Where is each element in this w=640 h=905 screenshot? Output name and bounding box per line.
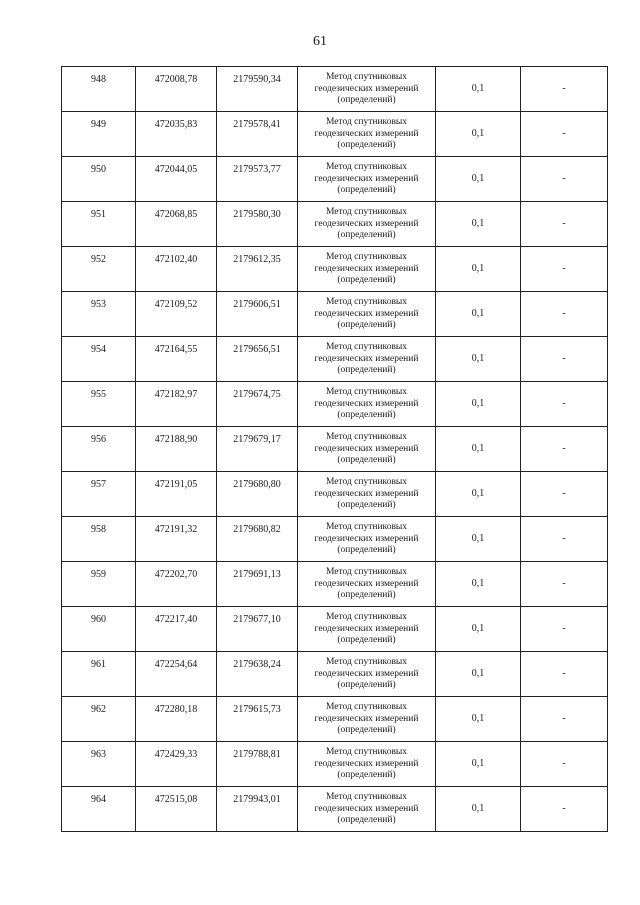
table-row bbox=[62, 472, 608, 517]
table-row bbox=[62, 652, 608, 697]
point-number-cell: 951 bbox=[62, 202, 136, 247]
accuracy-cell: 0,1 bbox=[436, 472, 521, 517]
x-coordinate-cell: 472188,90 bbox=[136, 427, 217, 472]
accuracy-cell: 0,1 bbox=[436, 67, 521, 112]
x-coordinate-cell: 472217,40 bbox=[136, 607, 217, 652]
description-cell: - bbox=[521, 112, 608, 157]
point-number-cell: 963 bbox=[62, 742, 136, 787]
method-cell: Метод спутниковых геодезических измерений (определений) bbox=[298, 202, 436, 247]
method-cell: Метод спутниковых геодезических измерений (определений) bbox=[298, 562, 436, 607]
y-coordinate-cell: 2179677,10 bbox=[217, 607, 298, 652]
point-number-cell: 960 bbox=[62, 607, 136, 652]
point-number-cell: 952 bbox=[62, 247, 136, 292]
point-number-cell: 955 bbox=[62, 382, 136, 427]
accuracy-cell: 0,1 bbox=[436, 562, 521, 607]
y-coordinate-cell: 2179615,73 bbox=[217, 697, 298, 742]
page-number: 61 bbox=[313, 34, 327, 49]
y-coordinate-cell: 2179638,24 bbox=[217, 652, 298, 697]
x-coordinate-cell: 472008,78 bbox=[136, 67, 217, 112]
description-cell: - bbox=[521, 472, 608, 517]
method-cell: Метод спутниковых геодезических измерений (определений) bbox=[298, 787, 436, 832]
point-number-cell: 964 bbox=[62, 787, 136, 832]
description-cell: - bbox=[521, 787, 608, 832]
x-coordinate-cell: 472044,05 bbox=[136, 157, 217, 202]
x-coordinate-cell: 472254,64 bbox=[136, 652, 217, 697]
accuracy-cell: 0,1 bbox=[436, 292, 521, 337]
x-coordinate-cell: 472109,52 bbox=[136, 292, 217, 337]
description-cell: - bbox=[521, 652, 608, 697]
table-row bbox=[62, 157, 608, 202]
x-coordinate-cell: 472515,08 bbox=[136, 787, 217, 832]
x-coordinate-cell: 472068,85 bbox=[136, 202, 217, 247]
description-cell: - bbox=[521, 427, 608, 472]
y-coordinate-cell: 2179656,51 bbox=[217, 337, 298, 382]
method-cell: Метод спутниковых геодезических измерений (определений) bbox=[298, 697, 436, 742]
table-row bbox=[62, 562, 608, 607]
y-coordinate-cell: 2179680,82 bbox=[217, 517, 298, 562]
point-number-cell: 956 bbox=[62, 427, 136, 472]
method-cell: Метод спутниковых геодезических измерений (определений) bbox=[298, 472, 436, 517]
accuracy-cell: 0,1 bbox=[436, 382, 521, 427]
method-cell: Метод спутниковых геодезических измерений (определений) bbox=[298, 157, 436, 202]
y-coordinate-cell: 2179580,30 bbox=[217, 202, 298, 247]
description-cell: - bbox=[521, 607, 608, 652]
point-number-cell: 953 bbox=[62, 292, 136, 337]
x-coordinate-cell: 472191,05 bbox=[136, 472, 217, 517]
description-cell: - bbox=[521, 382, 608, 427]
point-number-cell: 962 bbox=[62, 697, 136, 742]
accuracy-cell: 0,1 bbox=[436, 697, 521, 742]
accuracy-cell: 0,1 bbox=[436, 652, 521, 697]
table-row bbox=[62, 337, 608, 382]
y-coordinate-cell: 2179691,13 bbox=[217, 562, 298, 607]
x-coordinate-cell: 472102,40 bbox=[136, 247, 217, 292]
table-row bbox=[62, 67, 608, 112]
method-cell: Метод спутниковых геодезических измерений (определений) bbox=[298, 292, 436, 337]
y-coordinate-cell: 2179943,01 bbox=[217, 787, 298, 832]
method-cell: Метод спутниковых геодезических измерений (определений) bbox=[298, 337, 436, 382]
method-cell: Метод спутниковых геодезических измерений (определений) bbox=[298, 607, 436, 652]
x-coordinate-cell: 472280,18 bbox=[136, 697, 217, 742]
method-cell: Метод спутниковых геодезических измерений (определений) bbox=[298, 517, 436, 562]
y-coordinate-cell: 2179573,77 bbox=[217, 157, 298, 202]
table-row bbox=[62, 607, 608, 652]
x-coordinate-cell: 472202,70 bbox=[136, 562, 217, 607]
method-cell: Метод спутниковых геодезических измерений (определений) bbox=[298, 652, 436, 697]
description-cell: - bbox=[521, 247, 608, 292]
accuracy-cell: 0,1 bbox=[436, 517, 521, 562]
y-coordinate-cell: 2179612,35 bbox=[217, 247, 298, 292]
table-row bbox=[62, 787, 608, 832]
description-cell: - bbox=[521, 697, 608, 742]
accuracy-cell: 0,1 bbox=[436, 607, 521, 652]
method-cell: Метод спутниковых геодезических измерений (определений) bbox=[298, 427, 436, 472]
point-number-cell: 961 bbox=[62, 652, 136, 697]
description-cell: - bbox=[521, 562, 608, 607]
method-cell: Метод спутниковых геодезических измерений (определений) bbox=[298, 742, 436, 787]
method-cell: Метод спутниковых геодезических измерений (определений) bbox=[298, 112, 436, 157]
table-row bbox=[62, 247, 608, 292]
point-number-cell: 950 bbox=[62, 157, 136, 202]
table-row bbox=[62, 112, 608, 157]
point-number-cell: 957 bbox=[62, 472, 136, 517]
table-row bbox=[62, 292, 608, 337]
y-coordinate-cell: 2179606,51 bbox=[217, 292, 298, 337]
description-cell: - bbox=[521, 157, 608, 202]
y-coordinate-cell: 2179788,81 bbox=[217, 742, 298, 787]
y-coordinate-cell: 2179578,41 bbox=[217, 112, 298, 157]
table-row bbox=[62, 697, 608, 742]
coordinates-table bbox=[61, 66, 608, 832]
table-row bbox=[62, 427, 608, 472]
table-row bbox=[62, 382, 608, 427]
description-cell: - bbox=[521, 337, 608, 382]
method-cell: Метод спутниковых геодезических измерений (определений) bbox=[298, 67, 436, 112]
description-cell: - bbox=[521, 67, 608, 112]
y-coordinate-cell: 2179674,75 bbox=[217, 382, 298, 427]
accuracy-cell: 0,1 bbox=[436, 157, 521, 202]
accuracy-cell: 0,1 bbox=[436, 202, 521, 247]
description-cell: - bbox=[521, 292, 608, 337]
x-coordinate-cell: 472035,83 bbox=[136, 112, 217, 157]
description-cell: - bbox=[521, 517, 608, 562]
y-coordinate-cell: 2179590,34 bbox=[217, 67, 298, 112]
point-number-cell: 948 bbox=[62, 67, 136, 112]
accuracy-cell: 0,1 bbox=[436, 247, 521, 292]
accuracy-cell: 0,1 bbox=[436, 742, 521, 787]
accuracy-cell: 0,1 bbox=[436, 112, 521, 157]
coordinates-table-body bbox=[62, 67, 608, 832]
table-row bbox=[62, 742, 608, 787]
x-coordinate-cell: 472164,55 bbox=[136, 337, 217, 382]
table-row bbox=[62, 202, 608, 247]
method-cell: Метод спутниковых геодезических измерений (определений) bbox=[298, 382, 436, 427]
point-number-cell: 954 bbox=[62, 337, 136, 382]
y-coordinate-cell: 2179680,80 bbox=[217, 472, 298, 517]
method-cell: Метод спутниковых геодезических измерений (определений) bbox=[298, 247, 436, 292]
accuracy-cell: 0,1 bbox=[436, 427, 521, 472]
description-cell: - bbox=[521, 742, 608, 787]
point-number-cell: 958 bbox=[62, 517, 136, 562]
y-coordinate-cell: 2179679,17 bbox=[217, 427, 298, 472]
x-coordinate-cell: 472191,32 bbox=[136, 517, 217, 562]
point-number-cell: 959 bbox=[62, 562, 136, 607]
x-coordinate-cell: 472429,33 bbox=[136, 742, 217, 787]
accuracy-cell: 0,1 bbox=[436, 787, 521, 832]
description-cell: - bbox=[521, 202, 608, 247]
x-coordinate-cell: 472182,97 bbox=[136, 382, 217, 427]
accuracy-cell: 0,1 bbox=[436, 337, 521, 382]
point-number-cell: 949 bbox=[62, 112, 136, 157]
table-row bbox=[62, 517, 608, 562]
